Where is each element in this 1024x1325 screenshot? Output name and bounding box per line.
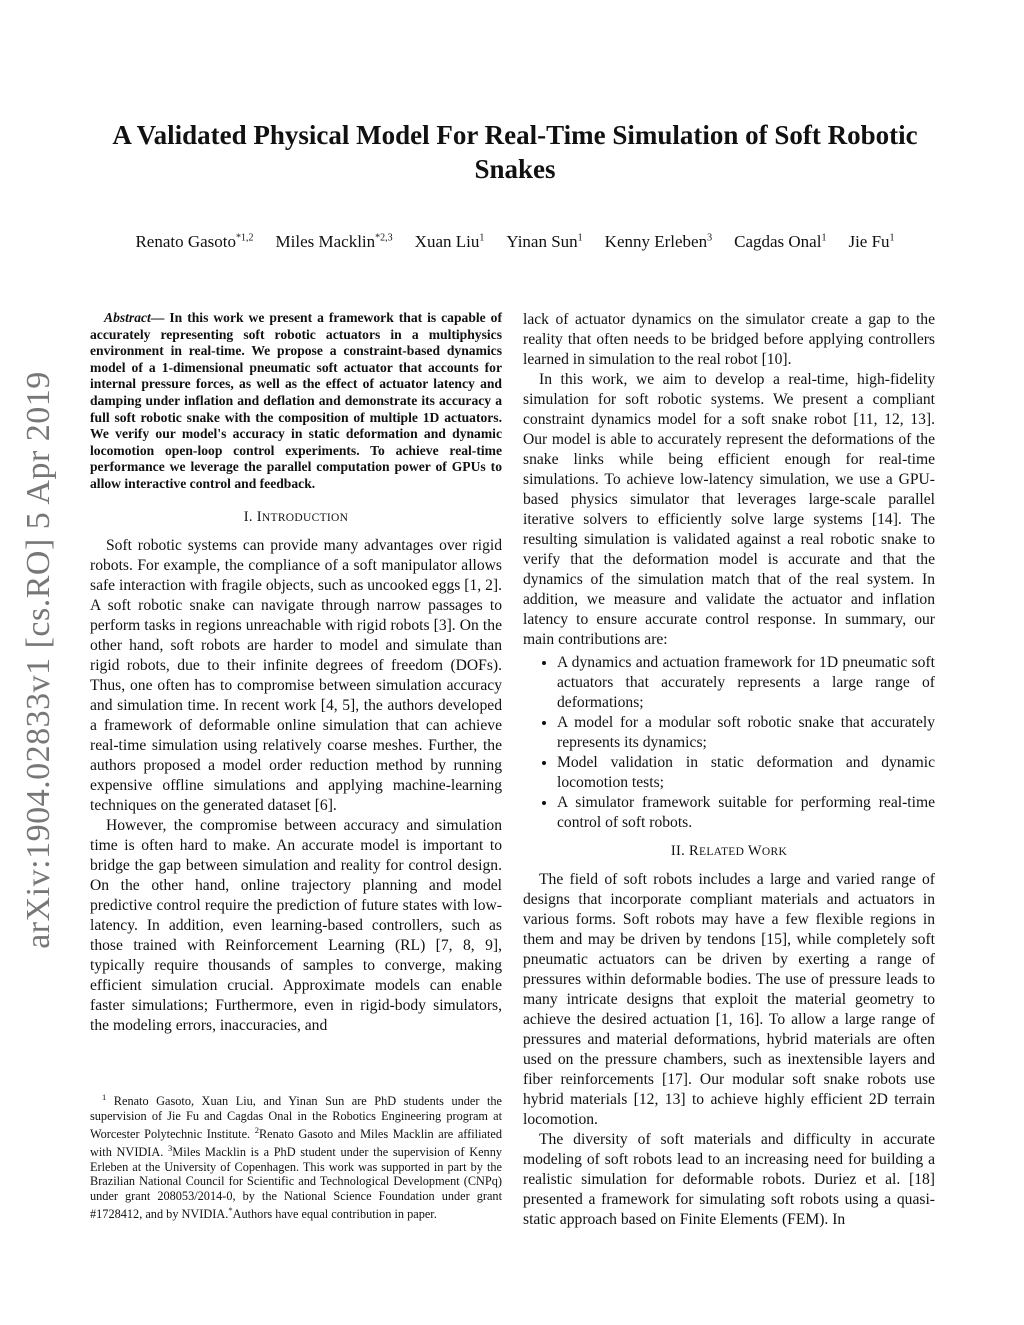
intro-paragraph: Soft robotic systems can provide many advantages over rigid robots. For example, the compliance of a soft manipulator allows safe interaction with fragile objects, such as uncooked eggs [1, 2]. A soft robotic snake can navigate through narrow passages to perform tasks in regions unreachable with rigid robots [3]. On the other hand, soft robots are harder to model and simulate than rigid robots, due to their infinite degrees of freedom (DOFs). Thus, one often has to compromise between simulation accuracy and simulation time. In recent work [4, 5], the authors developed a framework of deformable online simulation that can achieve real-time simulation using relatively coarse meshes. Further, the authors proposed a model order reduction method by running expensive offline simulations and applying machine-learning techniques on the generated dataset [6]. <box>90 536 502 814</box>
author: Renato Gasoto$^{*1,2}$ <box>135 232 254 251</box>
intro-paragraph-continued: lack of actuator dynamics on the simulator create a gap to the reality that often needs to be bridged before applying controllers learned in simulation to the real robot [10]. <box>523 311 935 368</box>
intro-paragraph: However, the compromise between accuracy and simulation time is often hard to make. An accurate model is important to bridge the gap between simulation and reality for control design. On the other hand, online trajectory planning and model predictive control require the prediction of future states with low-latency. In addition, even learning-based controllers, such as those trained with Reinforcement Learning (RL) [7, 8, 9], typically require thousands of samples to converge, making efficient simulation crucial. Approximate models can enable faster simulations; Furthermore, even in rigid-body simulators, the modeling errors, inaccuracies, and <box>90 816 502 1034</box>
author: Jie Fu$^1$ <box>848 232 895 251</box>
author: Kenny Erleben$^3$ <box>604 232 713 251</box>
author: Yinan Sun$^1$ <box>506 232 583 251</box>
intro-paragraph: In this work, we aim to develop a real-time, high-fidelity simulation for soft robotic systems. We present a compliant constraint dynamics model for a soft snake robot [11, 12, 13]. Our model is able to accurately represent the deformations of the snake links while being efficient enough for real-time simulations. To achieve low-latency simulation, we use a GPU-based physics simulator that leverages large-scale parallel iterative solvers to efficiently solve large systems [14]. The resulting simulation is validated against a real robotic snake to verify that the deformation model is accurate and that the dynamics of the simulation match that of the real system. In addition, we measure and validate the actuator and inflation latency to ensure accurate control response. In summary, our main contributions are: <box>523 371 935 648</box>
list-item: • Model validation in static deformation and dynamic locomotion tests; <box>557 753 935 793</box>
abstract: Abstract— In this work we present a framework that is capable of accurately representing soft robotic actuators in a multiphysics environment in real-time. We propose a constraint-based dynamics model of a 1-dimensional pneumatic soft actuator that accounts for internal pressure forces, as well as the effect of actuator latency and damping under inflation and deflation and demonstrate its accuracy a full soft robotic snake with the composition of multiple 1D actuators. We verify our model's accuracy in static deformation and dynamic locomotion open-loop control experiments. To achieve real-time performance we leverage the parallel computation power of GPUs to allow interactive control and feedback. <box>90 310 502 491</box>
paper-title: A Validated Physical Model For Real-Time Simulation of Soft Robotic Snakes <box>112 120 918 184</box>
related-paragraph: The diversity of soft materials and difficulty in accurate modeling of soft robots lead to an increasing need for building a realistic simulation for deformable robots. Duriez et al. [18] presented a framework for simulating soft robots using a quasi-static approach based on Finite Elements (FEM). In <box>523 1131 935 1228</box>
left-column <box>90 310 502 1036</box>
contribution-list <box>523 653 935 833</box>
affiliation-footnote: $^1$ Renato Gasoto, Xuan Liu, and Yinan Sun are PhD students under the supervision of Jie Fu and Cagdas Onal in the Robotics Engineering program at Worcester Polytechnic Institute. $^2$Renato Gasoto and Miles Macklin are affiliated with NVIDIA. $^3$Miles Macklin is a PhD student under the supervision of Kenny Erleben at the University of Copenhagen. This work was supported in part by the Brazilian National Council for Scientific and Technological Development (CNPq) under grant 208053/2014-0, by the National Science Foundation under grant #1728412, and by NVIDIA.*Authors have equal contribution in paper. <box>90 1092 503 1222</box>
right-column <box>523 310 935 1230</box>
section-heading-introduction: I. INTRODUCTION <box>243 508 349 525</box>
section-heading-related-work: II. RELATED WORK <box>670 843 788 859</box>
list-item: • A model for a modular soft robotic snake that accurately represents its dynamics; <box>557 713 935 753</box>
list-item: • A simulator framework suitable for performing real-time control of soft robots. <box>557 793 935 833</box>
author: Xuan Liu$^1$ <box>414 232 485 251</box>
list-item: • A dynamics and actuation framework for 1D pneumatic soft actuators that accurately represents a large range of deformations; <box>557 653 935 713</box>
abstract-text: In this work we present a framework that is capable of accurately representing soft robotic actuators in a multiphysics environment in real-time. We propose a constraint-based dynamics model of a 1-dimensional pneumatic soft actuator that accounts for internal pressure forces, as well as the effect of actuator latency and damping under inflation and deflation and demonstrate its accuracy a full soft robotic snake with the composition of multiple 1D actuators. We verify our model's accuracy in static deformation and dynamic locomotion open-loop control experiments. To achieve real-time performance we leverage the parallel computation power of GPUs to allow interactive control and feedback. <box>90 310 502 491</box>
arxiv-sidebar-stamp <box>18 355 60 965</box>
author: Cagdas Onal$^1$ <box>734 232 827 251</box>
author: Miles Macklin$^{*2,3}$ <box>275 232 393 251</box>
author-list <box>70 232 960 252</box>
related-paragraph: The field of soft robots includes a large and varied range of designs that incorporate compliant materials and actuators in various forms. Soft robots may have a few flexible regions in them and may be driven by tendons [15], while completely soft pneumatic actuators can be driven by exerting a range of pressures within deformable bodies. The use of pressure leads to many intricate designs that exploit the material geometry to achieve the desired actuation [1, 16]. To allow a large range of pressures and material deformations, hybrid materials are often used on the pressure chambers, such as inextensible layers and fiber reinforcements [17]. Our modular soft snake robots use hybrid materials [12, 13] to achieve highly efficient 2D terrain locomotion. <box>523 871 935 1128</box>
arxiv-id: arXiv:1904.02833v1 [cs.RO] 5 Apr 2019 <box>20 371 57 949</box>
